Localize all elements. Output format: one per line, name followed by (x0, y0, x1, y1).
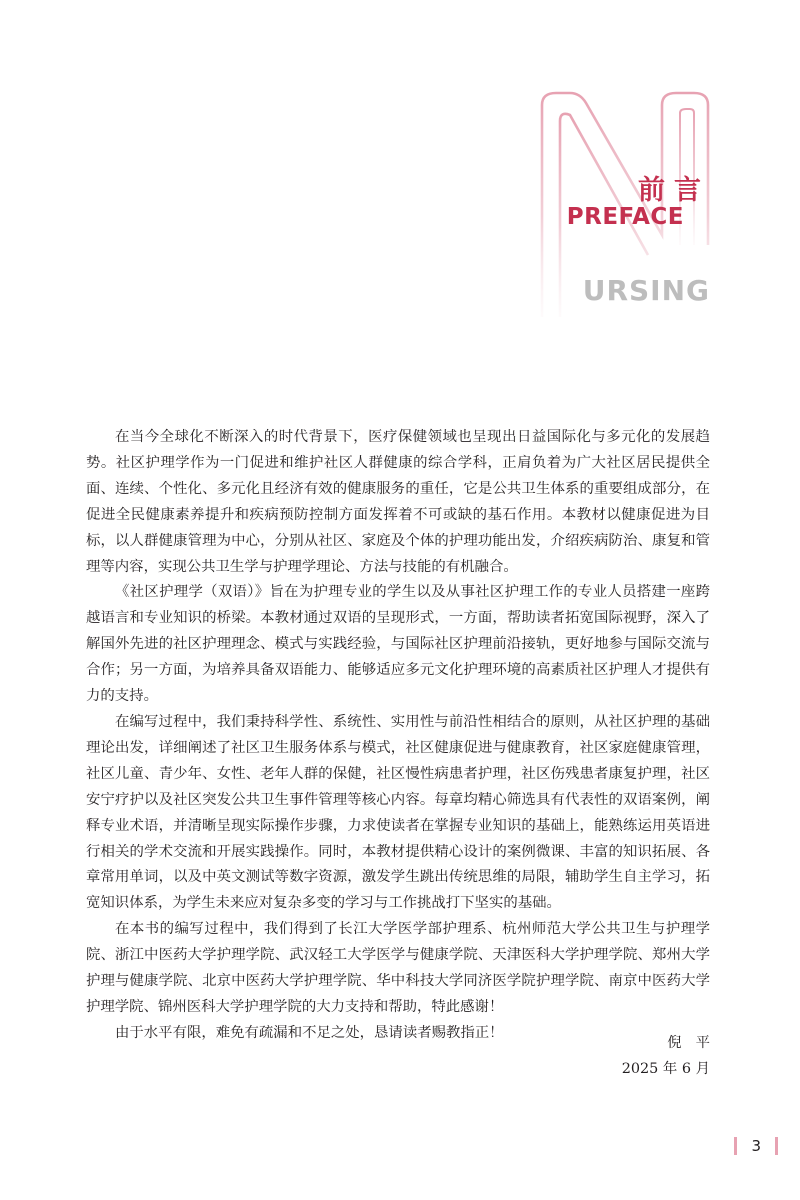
paragraph: 在当今全球化不断深入的时代背景下，医疗保健领域也呈现出日益国际化与多元化的发展趋势。社区护理学作为一门促进和维护社区人群健康的综合学科，正肩负着为广大社区居民提供全面、连续、个性化、多元化且经济有效的健康服务的重任，它是公共卫生体系的重要组成部分，在促进全民健康素养提升和疾病预防控制方面发挥着不可或缺的基石作用。本教材以健康促进为目标，以人群健康管理为中心，分别从社区、家庭及个体的护理功能出发，介绍疾病防治、康复和管理等内容，实现公共卫生学与护理学理论、方法与技能的有机融合。 (86, 429, 710, 575)
paragraph: 《社区护理学（双语）》旨在为护理专业的学生以及从事社区护理工作的专业人员搭建一座跨越语言和专业知识的桥梁。本教材通过双语的呈现形式，一方面，帮助读者拓宽国际视野，深入了解国外先进的社区护理理念、模式与实践经验，与国际社区护理前沿接轨，更好地参与国际交流与合作；另一方面，为培养具备双语能力、能够适应多元文化护理环境的高素质社区护理人才提供有力的支持。 (86, 584, 710, 705)
folio-bar-right (775, 1137, 778, 1155)
page-title-chinese: 前言 (638, 175, 710, 206)
signature-date: 2025 年 6 月 (621, 1061, 710, 1077)
page-footer (734, 1137, 778, 1155)
paragraph: 由于水平有限，难免有疏漏和不足之处，恳请读者赐教指正！ (115, 1024, 504, 1041)
preface-body (86, 425, 710, 1047)
signature-block (621, 1030, 724, 1082)
author-name: 倪平 (667, 1035, 724, 1051)
folio-bar-left (734, 1137, 737, 1155)
page-title-english: PREFACE (566, 204, 684, 230)
nursing-decor-word: URSING (582, 274, 710, 307)
paragraph: 在编写过程中，我们秉持科学性、系统性、实用性与前沿性相结合的原则，从社区护理的基础理论出发，详细阐述了社区卫生服务体系与模式，社区健康促进与健康教育，社区家庭健康管理，社区儿童、青少年、女性、老年人群的保健，社区慢性病患者护理，社区伤残患者康复护理，社区安宁疗护以及社区突发公共卫生事件管理等核心内容。每章均精心筛选具有代表性的双语案例，阐释专业术语，并清晰呈现实际操作步骤，力求使读者在掌握专业知识的基础上，能熟练运用英语进行相关的学术交流和开展实践操作。同时，本教材提供精心设计的案例微课、丰富的知识拓展、各章常用单词，以及中英文测试等数字资源，激发学生跳出传统思维的局限，辅助学生自主学习，拓宽知识体系，为学生未来应对复杂多变的学习与工作挑战打下坚实的基础。 (86, 713, 710, 912)
page-number: 3 (751, 1137, 761, 1155)
paragraph: 在本书的编写过程中，我们得到了长江大学医学部护理系、杭州师范大学公共卫生与护理学院、浙江中医药大学护理学院、武汉轻工大学医学与健康学院、天津医科大学护理学院、郑州大学护理与健康学院、北京中医药大学护理学院、华中科技大学同济医学院护理学院、南京中医药大学护理学院、锦州医科大学护理学院的大力支持和帮助，特此感谢！ (86, 921, 710, 1015)
